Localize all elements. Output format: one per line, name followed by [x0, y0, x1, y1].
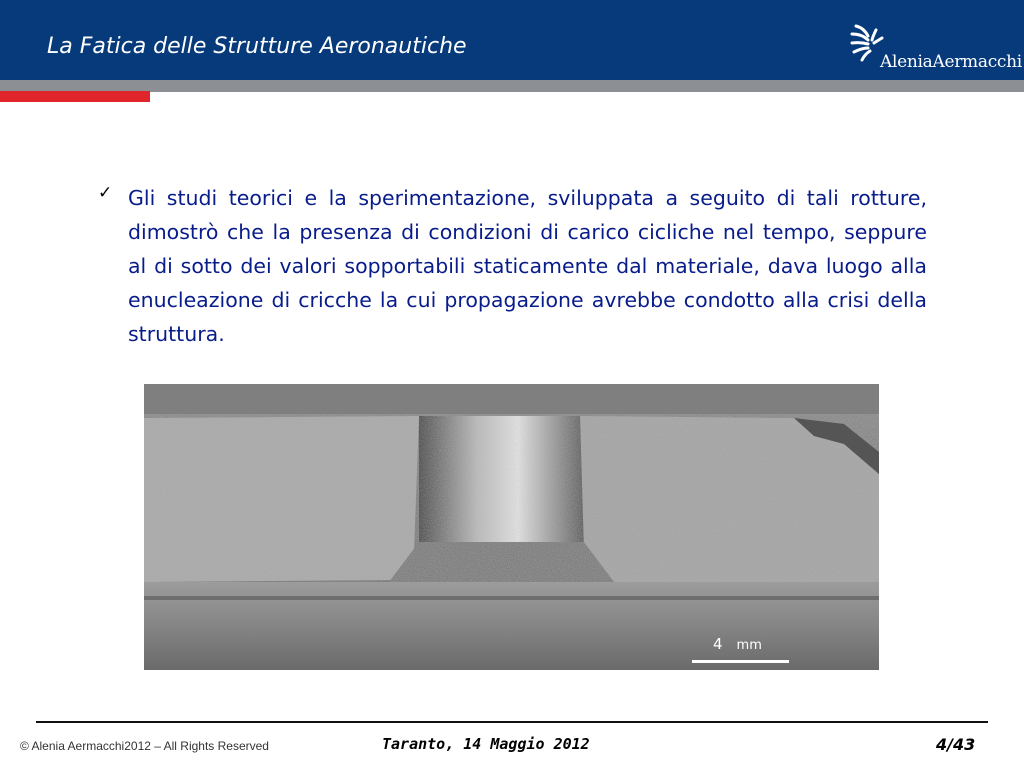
scale-unit: mm [736, 638, 762, 653]
company-logo [848, 22, 1022, 72]
logo-wordmark: AleniaAermacchi [880, 52, 1022, 72]
header-gray-stripe [0, 80, 1024, 92]
page-number: 4/43 [936, 735, 976, 754]
scale-value: 4 [713, 635, 723, 653]
checkmark-icon: ✓ [98, 183, 113, 203]
copyright-notice: © Alenia Aermacchi2012 – All Rights Reserved [20, 739, 269, 753]
place-date: Taranto, 14 Maggio 2012 [382, 735, 590, 753]
scale-label [713, 635, 762, 653]
fracture-photo [144, 384, 879, 670]
header-red-accent [0, 91, 150, 102]
bullet-text: Gli studi teorici e la sperimentazione, sviluppata a seguito di tali rotture, dimostrò che la presenza di condizioni di carico cicliche nel tempo, seppure al di sotto dei valori sopportabili staticamente dal materiale, dava luogo alla enucleazione di cricche la cui propagazione avrebbe condotto alla crisi della struttura. [128, 186, 927, 346]
slide-title: La Fatica delle Strutture Aeronautiche [47, 34, 467, 59]
fracture-photo-image [144, 384, 879, 670]
scale-bar [692, 660, 789, 663]
footer-divider [36, 721, 988, 723]
